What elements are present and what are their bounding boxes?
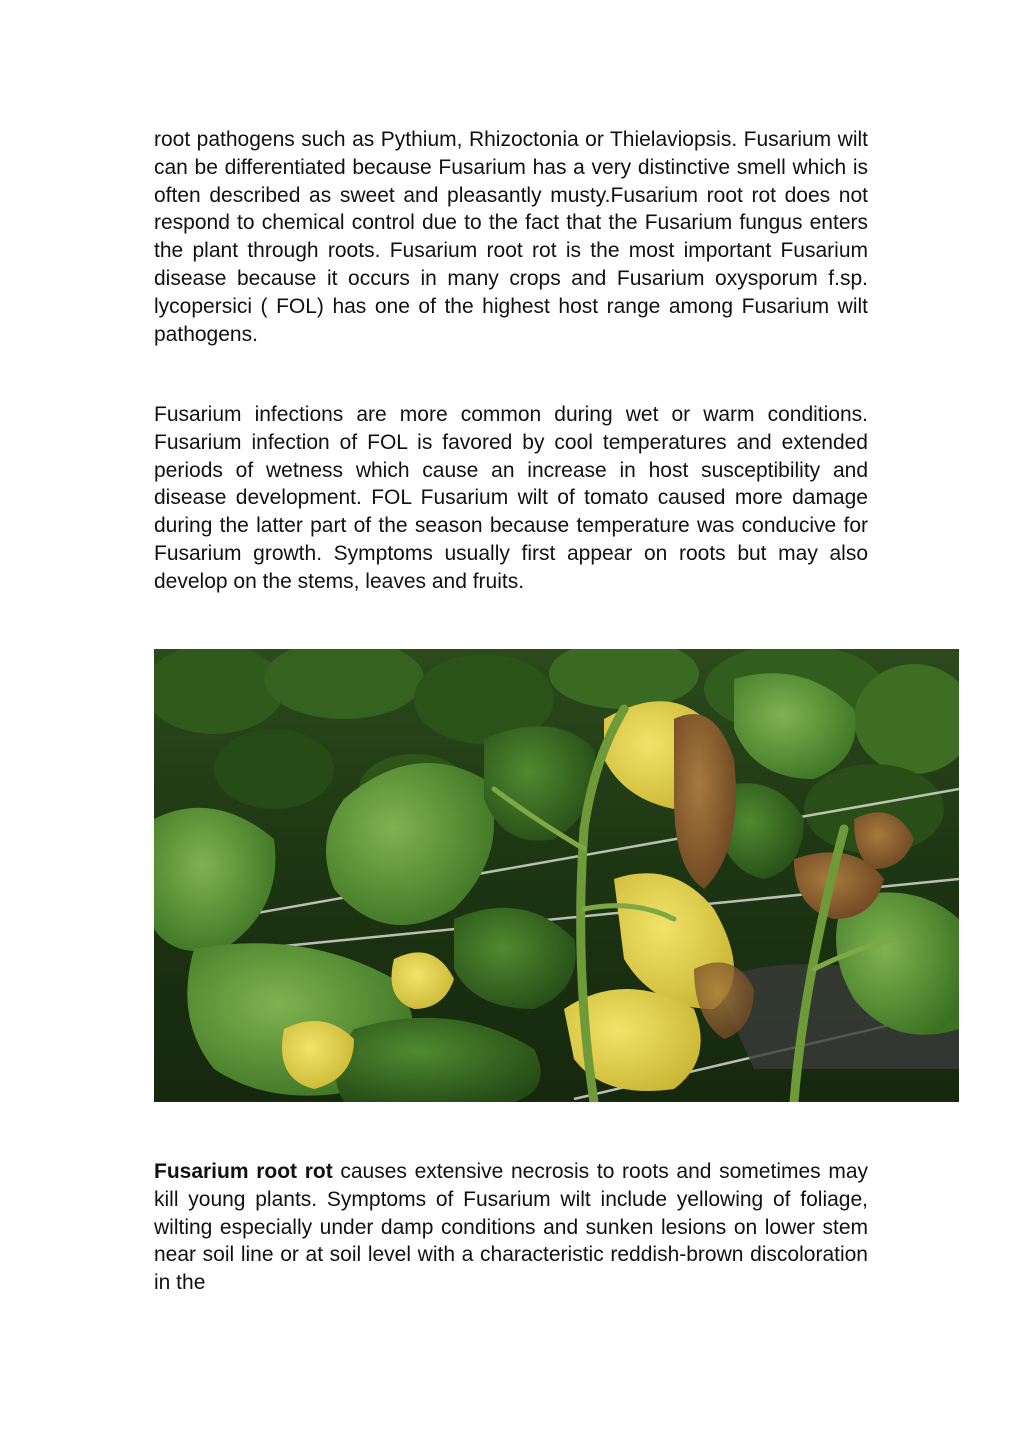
tomato-wilt-photo [154, 649, 959, 1102]
paragraph-fusarium-root-rot [154, 1158, 868, 1297]
paragraph-root-rot-body: causes extensive necrosis to roots and sometimes may kill young plants. Symptoms of Fusarium wilt include yellowing of foliage, wilting especially under damp conditions and sunken lesions on lower stem near soil line or at soil level with a characteristic reddish-brown discoloration in the [154, 1160, 869, 1295]
paragraph-root-pathogens: root pathogens such as Pythium, Rhizoctonia or Thielaviopsis. Fusarium wilt can be differentiated because Fusarium has a very distinctive smell which is often described as sweet and pleasantly musty.Fusarium root rot does not respond to chemical control due to the fact that the Fusarium fungus enters the plant through roots. Fusarium root rot is the most important Fusarium disease because it occurs in many crops and Fusarium oxysporum f.sp. lycopersici ( FOL) has one of the highest host range among Fusarium wilt pathogens. [154, 128, 868, 346]
paragraph-fusarium-infections: Fusarium infections are more common during wet or warm conditions. Fusarium infection of FOL is favored by cool temperatures and extended periods of wetness which cause an increase in host susceptibility and disease development. FOL Fusarium wilt of tomato caused more damage during the latter part of the season because temperature was conducive for Fusarium growth. Symptoms usually first appear on roots but may also develop on the stems, leaves and fruits. [154, 403, 868, 593]
bold-term-fusarium-root-rot: Fusarium root rot [154, 1160, 333, 1183]
